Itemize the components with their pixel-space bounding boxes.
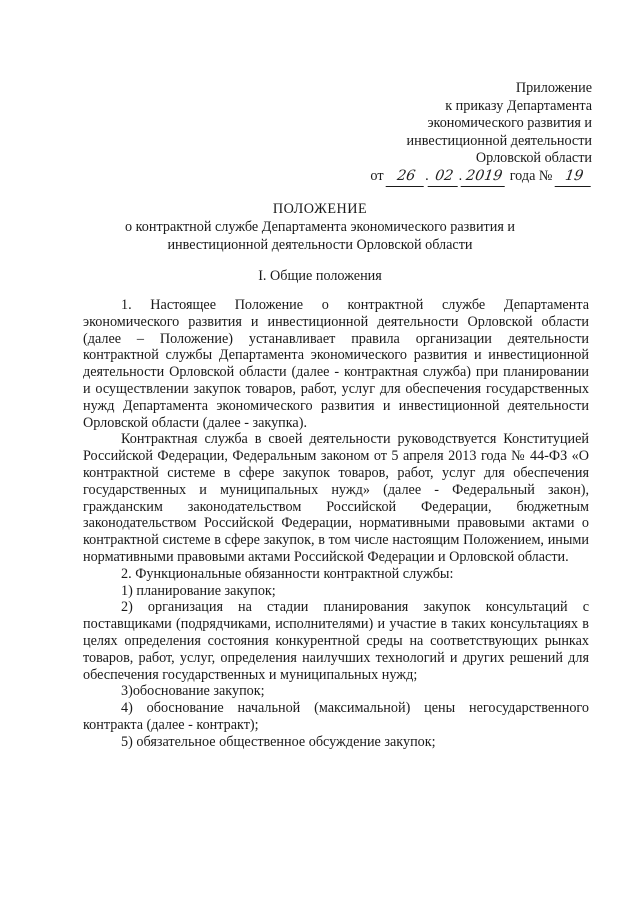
order-date-line bbox=[292, 168, 592, 187]
list-item-1: 1) планирование закупок; bbox=[121, 582, 276, 599]
paragraph-1: 1. Настоящее Положение о контрактной службе Департамента экономического развития и инвестиционной деятельности Орловской области (далее – Положение) устанавливает правила организации деятельности контрактной службы Департамента экономического развития и инвестиционной деятельности Орловской области (далее - контрактная служба) при планировании и осуществлении закупок товаров, работ, услуг для обеспечения государственных нужд Департамента экономического развития и инвестиционной деятельности Орловской области (далее - закупка). bbox=[83, 297, 589, 431]
list-item-2: 2) организация на стадии планирования закупок консультаций с поставщиками (подрядчиками, исполнителями) и участие в таких консультациях в целях определения состояния конкурентной среды на соответствующих рынках товаров, работ, услуг, определения наилучших технологий и других решений для обеспечения государственных и муниципальных нужд; bbox=[83, 599, 589, 683]
list-item-5: 5) обязательное общественное обсуждение закупок; bbox=[121, 733, 436, 750]
document-body bbox=[83, 297, 589, 751]
appendix-line-5: Орловской области bbox=[475, 150, 592, 167]
date-prefix: от bbox=[370, 167, 384, 184]
date-middle: года № bbox=[509, 167, 553, 184]
date-separator: . bbox=[458, 167, 463, 184]
handwritten-year: 2019 bbox=[461, 168, 508, 187]
document-title bbox=[0, 200, 640, 254]
title-subtitle-line-1: о контрактной службе Департамента экономического развития и bbox=[124, 219, 515, 235]
appendix-line-3: экономического развития и bbox=[427, 115, 592, 132]
appendix-line-2: к приказу Департамента bbox=[445, 97, 592, 114]
appendix-line-1: Приложение bbox=[515, 80, 592, 96]
title-heading: ПОЛОЖЕНИЕ bbox=[272, 201, 368, 217]
paragraph-3: 2. Функциональные обязанности контрактной службы: bbox=[121, 565, 454, 582]
paragraph-2: Контрактная служба в своей деятельности руководствуется Конституцией Российской Федерации, Федеральным законом от 5 апреля 2013 года № 44-ФЗ «О контрактной системе в сфере закупок товаров, работ, услуг для обеспечения государственных и муниципальных нужд» (далее - Федеральный закон), гражданским законодательством Российской Федерации, бюджетным законодательством Российской Федерации, нормативными правовыми актами о контрактной системе в сфере закупок, в том числе настоящим Положением, иными нормативными правовыми актами Российской Федерации и Орловской области. bbox=[83, 431, 589, 565]
title-subtitle-line-2: инвестиционной деятельности Орловской области bbox=[167, 237, 473, 253]
list-item-3: 3)обоснование закупок; bbox=[121, 683, 265, 700]
appendix-header bbox=[292, 80, 592, 187]
handwritten-day: 26 bbox=[386, 168, 427, 187]
handwritten-month: 02 bbox=[427, 168, 460, 187]
list-item-4: 4) обоснование начальной (максимальной) цены негосударственного контракта (далее - контракт); bbox=[83, 700, 589, 733]
section-title: I. Общие положения bbox=[258, 268, 382, 284]
date-separator: . bbox=[425, 167, 429, 184]
appendix-line-4: инвестиционной деятельности bbox=[406, 132, 592, 149]
handwritten-order-number: 19 bbox=[555, 168, 594, 187]
